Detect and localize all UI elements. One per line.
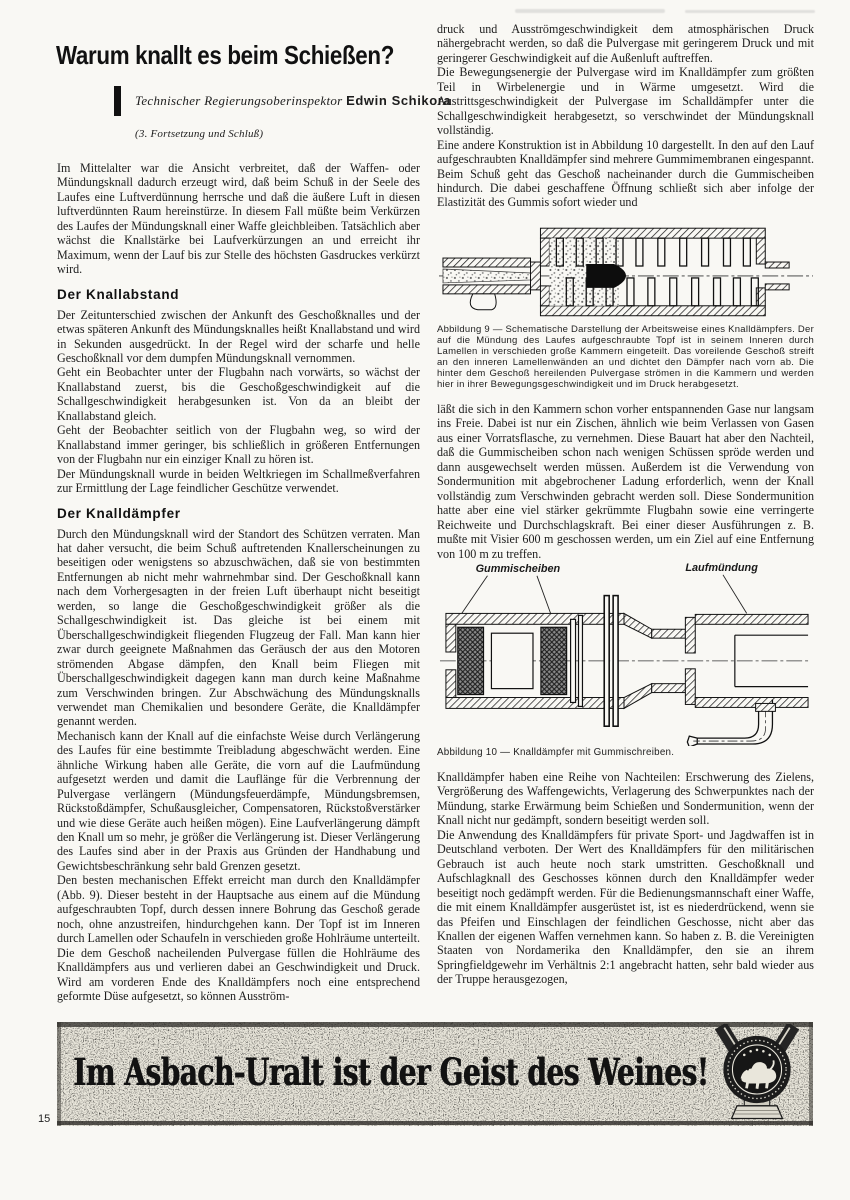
- rubber-disc: [458, 627, 484, 694]
- continuation-note: (3. Fortsetzung und Schluß): [135, 128, 264, 140]
- paragraph: Eine andere Konstruktion ist in Abbildung 10 dargestellt. In den auf den Lauf aufgeschraubten Knalldämpfer sind mehrere Gummimembranen eingespannt. Beim Schuß geht das Geschoß nacheinander durch die Gummischeiben hindurch. Die dabei geschaffene Öffnung schließt sich aber infolge der Elastizität des Gummis sofort wieder und: [437, 137, 814, 210]
- asbach-seal-logo: [709, 1024, 805, 1124]
- intro-paragraph: Im Mittelalter war die Ansicht verbreitet, daß der Waffen- oder Mündungsknall dadurch erzeugt wird, daß beim Schuß in der Seele des Laufes eine Luftverdünnung herrsche und daß die äußere Luft in diesen luftverdünnten Raum hereinstürze. In diesem Fall müßte beim Verkürzen des Laufes der Mündungsknall einer Waffe gleichbleiben. Tatsächlich aber wächst die Knallstärke bei Laufverkürzungen an und erreicht ihr Maximum, wenn der Lauf bis zur Stelle des höchsten Gasdruckes verkürzt wird.: [57, 161, 420, 277]
- paragraph: Knalldämpfer haben eine Reihe von Nachteilen: Erschwerung des Zielens, Vergrößerung des Waffengewichts, Verlagerung des Schwerpunktes nach der Mündung, starke Erwärmung beim Schießen und Sondermunition, wenn der Knall nicht nur gedämpft, sondern beseitigt werden soll.: [437, 770, 814, 828]
- paragraph: Geht ein Beobachter unter der Flugbahn nach vorwärts, so wächst der Knallabstand zuerst, bis die Geschoßgeschwindigkeit auf die Schallgeschwindigkeit herabgesunken ist. Von da an bleibt der Knallabstand gleich.: [57, 365, 420, 423]
- paragraph: Mechanisch kann der Knall auf die einfachste Weise durch Verlängerung des Laufes für eine bestimmte Treibladung abgeschwächt werden. Eine ähnliche Wirkung haben alle Geräte, die vorn auf die Laufmündung aufgesetzt werden und damit die Lauflänge für die Verbrennung der Pulvergase verlängern (Mündungsfeuerdämpfe, Mündungsbremsen, Rückstoßdämpfer, Schußausgleicher, Compensatoren, Rückstoßverstärker und wie diese Geräte auch heißen mögen). Eine Laufverlängerung dämpft den Knall um so mehr, je größer die Verlängerung ist. Dieser Verlängerung des Laufes sind aber in der Praxis aus Gründen der Handhabung und Gewichtsbeschränkung sehr bald Grenzen gesetzt.: [57, 728, 420, 873]
- gun-barrel: [443, 258, 540, 310]
- paragraph: Der Mündungsknall wurde in beiden Weltkriegen im Schallmeßverfahren zur Ermittlung der Lage feindlicher Geschütze verwendet.: [57, 466, 420, 496]
- author-title: Technischer Regierungsoberinspektor: [135, 93, 343, 108]
- projectile: [586, 264, 626, 288]
- barrel-lug: [470, 294, 496, 310]
- spacer-cylinder: [491, 633, 533, 688]
- figure-10-label-laufmuendung: Laufmündung: [685, 561, 758, 574]
- leader-line: [723, 575, 747, 614]
- byline-rule: [114, 86, 121, 116]
- figure-9-caption: Abbildung 9 — Schematische Darstellung der Arbeitsweise eines Knalldämpfers. Der auf die Mündung des Laufes aufgeschraubte Topf ist in seinem Inneren durch Lamellen in verschieden große Kammern eingeteilt. Das voreilende Geschoß streift an den inneren Lamellenwänden an und dichtet den Dämpfer nach vorn ab. Die hinter dem Geschoß hereilenden Pulvergase strömen in die Kammern und werden hier in ihrer Bewegungsgeschwindigkeit und im Druck herabgesetzt.: [437, 324, 814, 390]
- byline-text: [135, 86, 451, 109]
- paragraph: druck und Ausströmgeschwindigkeit dem atmosphärischen Druck nähergebracht werden, so daß die Pulvergase mit geringerem Druck und mit geringerer Geschwindigkeit auf die Außenluft auftreffen.: [437, 22, 814, 65]
- paragraph: Durch den Mündungsknall wird der Standort des Schützen verraten. Man hat daher versucht, die beim Schuß auftretenden Knallerscheinungen zu beseitigen oder wenigstens so abzuschwächen, daß sie von bestimmten Entfernungen ab nicht mehr wahrnehmbar sind. Der Geschoßknall kann nach dem Vorhergesagten in der freien Luft überhaupt nicht beseitigt werden, so lange die Geschoßgeschwindigkeit größer als die Schallgeschwindigkeit ist. Das gleiche ist bei einem mit Überschallgeschwindigkeit fliegenden Flugzeug der Fall. Man kann hier zwar durch geeignete Maßnahmen das Geräusch der aus den Motoren strömenden Abgase dämpfen, den Knall beim Fliegen mit Überschallgeschwindigkeit dagegen kann man durch keine Maßnahme zum Verschwinden bringen. Zur Abschwächung des Mündungsknalls verwendet man Chemikalien und besondere Geräte, die Knalldämpfer genannt werden.: [57, 526, 420, 729]
- byline: [114, 86, 451, 116]
- paragraph: Den besten mechanischen Effekt erreicht man durch den Knalldämpfer (Abb. 9). Dieser besteht in der Hauptsache aus einem auf die Mündung aufgeschraubten Topf, durch dessen innere Bohrung das Geschoß gerade noch, ohne anzustreifen, hindurchgehen kann. Der Topf ist im Inneren durch Lamellen oder Schaufeln in verschieden große Hohlräume unterteilt. Die dem Geschoß nacheilenden Pulvergase füllen die Hohlräume des Knalldämpfers aus und verlieren dabei an Geschwindigkeit und Druck. Wird am vorderen Ende des Knalldämpfers noch eine entsprechend geformte Düse aufgesetzt, so können Ausström-: [57, 873, 421, 1004]
- paragraph: Die Anwendung des Knalldämpfers für private Sport- und Jagdwaffen ist in Deutschland verboten. Der Wert des Knalldämpfers für den militärischen Gebrauch ist auch heute noch stark umstritten. Geschoßknall und Aufschlagknall des Geschosses können durch den Knalldämpfer weder beseitigt noch gedämpft werden. Für die Bedienungsmannschaft einer Waffe, die mit einem Knalldämpfer ausgerüstet ist, ist es niederdrückend, wenn sie das Pfeifen und Einschlagen der feindlichen Geschosse, nicht aber das Knallen der eigenen Waffen vernehmen kann. So haben z. B. die Vereinigten Staaten von Nordamerika den Knalldämpfer, den sie an ihrem Springfieldgewehr im Verhältnis 2:1 angebracht hatten, sehr bald wieder aus der Truppe herausgezogen,: [437, 827, 814, 987]
- paragraph: Der Zeitunterschied zwischen der Ankunft des Geschoßknalles und der etwas späteren Ankunft des Mündungsknalles heißt Knallabstand und wird in Sekunden ausgedrückt. In der Regel wird der scharfe und helle Geschoßknall vor dem dumpfen Mündungsknall vernommen.: [57, 307, 420, 365]
- figure-9-silencer-schematic: [437, 212, 815, 322]
- paragraph: Die Bewegungsenergie der Pulvergase wird im Knalldämpfer zum größten Teil in Wirbelenergie und in Wärme umgesetzt. Wird die Austrittsgeschwindigkeit der Pulvergase im Schalldämpfer unter die Schallgeschwindigkeit herabgesetzt, so verschwindet der Mündungsknall vollständig.: [437, 65, 814, 138]
- leader-line: [537, 576, 553, 620]
- paragraph: läßt die sich in den Kammern schon vorher entspannenden Gase nur langsam ins Freie. Dabei ist nur ein Zischen, ähnlich wie beim Verlassen von Gasen aus einer Vorratsflasche, zu vernehmen. Diese Bauart hat aber den Nachteil, daß die Gummischeiben schon nach wenigen Schüssen spröde werden und dann ausgewechselt werden müssen. Außerdem ist die Verwendung von Sondermunition mit abgebrochener Ladung erforderlich, wenn der Knall vollständig zum Verschwinden gebracht werden soll. Diese Sondermunition hatte aber eine viel stärker gekrümmte Flugbahn sowie eine verringerte Reichweite und Durchschlagskraft. Bei einer dieser Ausführungen z. B. mußte mit Visier 600 m geschossen werden, um ein Ziel auf eine Entfernung von 100 m zu treffen.: [437, 402, 814, 561]
- silencer-pot: [540, 228, 789, 316]
- author-name: Edwin Schikora: [346, 93, 452, 108]
- advertisement-banner: [57, 1022, 813, 1126]
- section-heading-knalldaempfer: Der Knalldämpfer: [57, 505, 181, 521]
- leader-line: [462, 576, 488, 614]
- right-column-middle: [437, 402, 814, 561]
- right-column-bottom: [437, 770, 814, 987]
- print-through-artifact: [685, 10, 815, 13]
- figure-10-caption: Abbildung 10 — Knalldämpfer mit Gummischreiben.: [437, 747, 675, 758]
- page-title: Warum knallt es beim Schießen?: [56, 40, 395, 70]
- paragraph: Geht der Beobachter seitlich von der Flugbahn weg, so wird der Knallabstand immer geringer, bis schließlich in größeren Entfernungen von der Flugbahn nur ein einziger Knall zu hören ist.: [57, 423, 420, 467]
- figure-10-silencer-schematic: [437, 558, 815, 746]
- page-number: 15: [38, 1113, 51, 1125]
- section-heading-knallabstand: Der Knallabstand: [57, 286, 180, 302]
- figure-10-label-gummischeiben: Gummischeiben: [475, 562, 561, 575]
- rubber-disc: [541, 627, 567, 694]
- right-column-top: [437, 22, 814, 210]
- ad-slogan: Im Asbach-Uralt ist der Geist des Weines!: [73, 1050, 709, 1095]
- lion-seal: [723, 1036, 790, 1103]
- print-through-artifact: [515, 9, 665, 13]
- left-column: [57, 161, 420, 1003]
